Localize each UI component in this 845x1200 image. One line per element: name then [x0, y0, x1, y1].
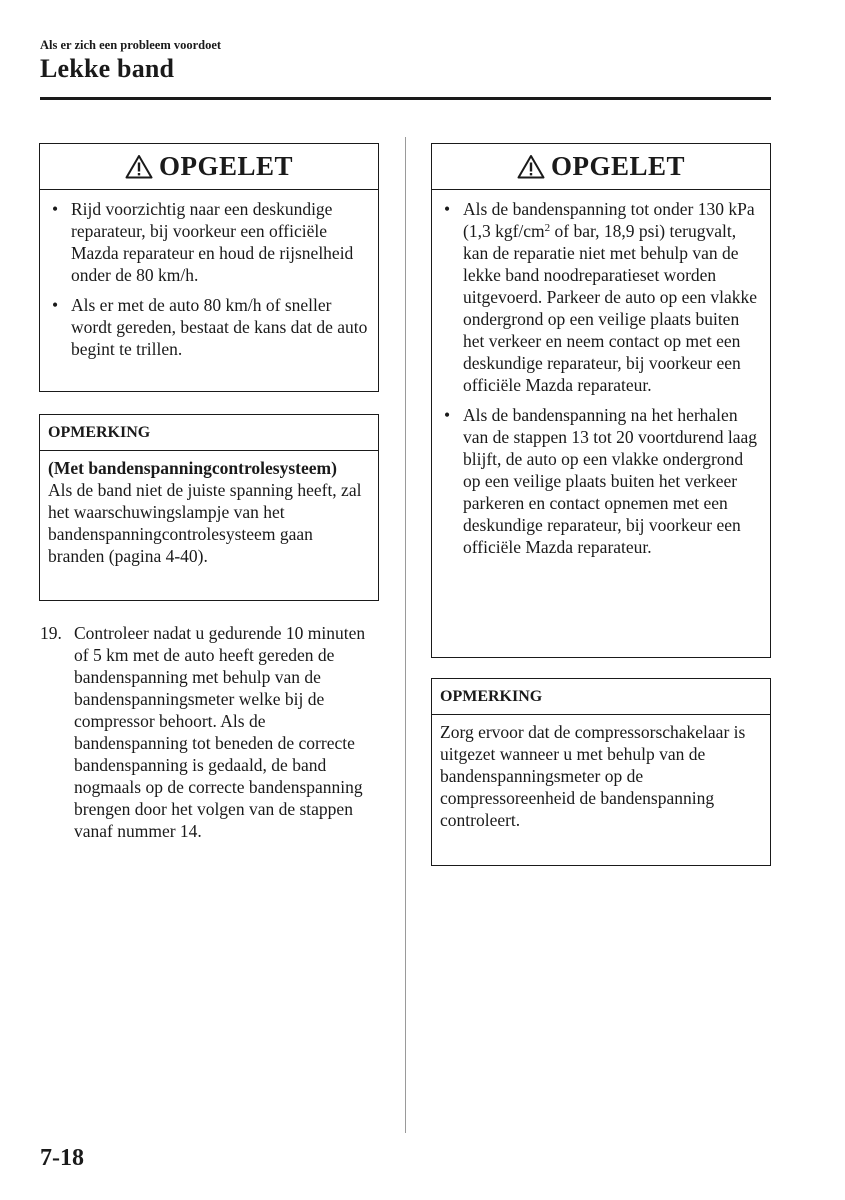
caution-item: • Rijd voorzichtig naar een deskundige reparateur, bij voorkeur een officiële Mazda reparateur en houd de rijsnelheid onder de 80 km/h.	[52, 198, 370, 286]
note-lead: (Met bandenspanningcontrolesysteem)	[48, 458, 337, 478]
note-title: OPMERKING	[48, 423, 151, 441]
caution-box-left	[39, 143, 379, 392]
note-header	[40, 415, 378, 451]
caution-header	[40, 144, 378, 190]
step-19	[40, 622, 380, 842]
caution-header	[432, 144, 770, 190]
caution-box-right	[431, 143, 771, 658]
note-text: Als de band niet de juiste spanning heeft, zal het waarschuwingslampje van het bandenspanningcontrolesysteem gaan branden (pagina 4-40).	[48, 480, 362, 566]
caution-item: • Als de bandenspanning tot onder 130 kPa (1,3 kgf/$cm^2$ of bar, 18,9 psi) terugvalt, kan de reparatie niet met behulp van de lekke band noodreparatieset worden uitgevoerd. Parkeer de auto op een vlakke ondergrond op een veilige plaats buiten het verkeer en neem contact op met een deskundige reparateur, bij voorkeur een officiële Mazda reparateur.	[444, 198, 762, 396]
note-header	[432, 679, 770, 715]
caution-title: OPGELET	[550, 151, 686, 181]
page-number: 7-18	[40, 1145, 84, 1171]
step-text: Controleer nadat u gedurende 10 minuten of 5 km met de auto heeft gereden de bandenspanning met behulp van de bandenspanningsmeter welke bij de compressor behoort. Als de bandenspanning tot beneden de correcte bandenspanning is gedaald, de band nogmaals op de correcte bandenspanning brengen door het volgen van de stappen vanaf nummer 14.	[74, 623, 366, 841]
warning-triangle-icon	[125, 154, 153, 179]
caution-item: • Als de bandenspanning na het herhalen van de stappen 13 tot 20 voortdurend laag blijft, de auto op een vlakke ondergrond op een veilige plaats buiten het verkeer parkeren en contact opnemen met een deskundige reparateur, bij voorkeur een officiële Mazda reparateur.	[444, 404, 762, 558]
superscript: 2	[544, 222, 551, 234]
warning-triangle-icon	[517, 154, 545, 179]
caution-title: OPGELET	[158, 151, 294, 181]
note-text: Zorg ervoor dat de compressorschakelaar is uitgezet wanneer u met behulp van de bandenspanningsmeter op de compressoreenheid de bandenspanning controleert.	[440, 722, 746, 830]
title-rule	[40, 97, 771, 100]
column-divider	[405, 137, 406, 1133]
step-number: 19.	[40, 623, 62, 643]
note-box-left	[39, 414, 379, 601]
section-label: Als er zich een probleem voordoet	[40, 38, 222, 52]
caution-item: • Als er met de auto 80 km/h of sneller wordt gereden, bestaat de kans dat de auto begint te trillen.	[52, 294, 370, 360]
page-title: Lekke band	[40, 54, 175, 83]
note-box-right	[431, 678, 771, 866]
note-title: OPMERKING	[440, 687, 543, 705]
